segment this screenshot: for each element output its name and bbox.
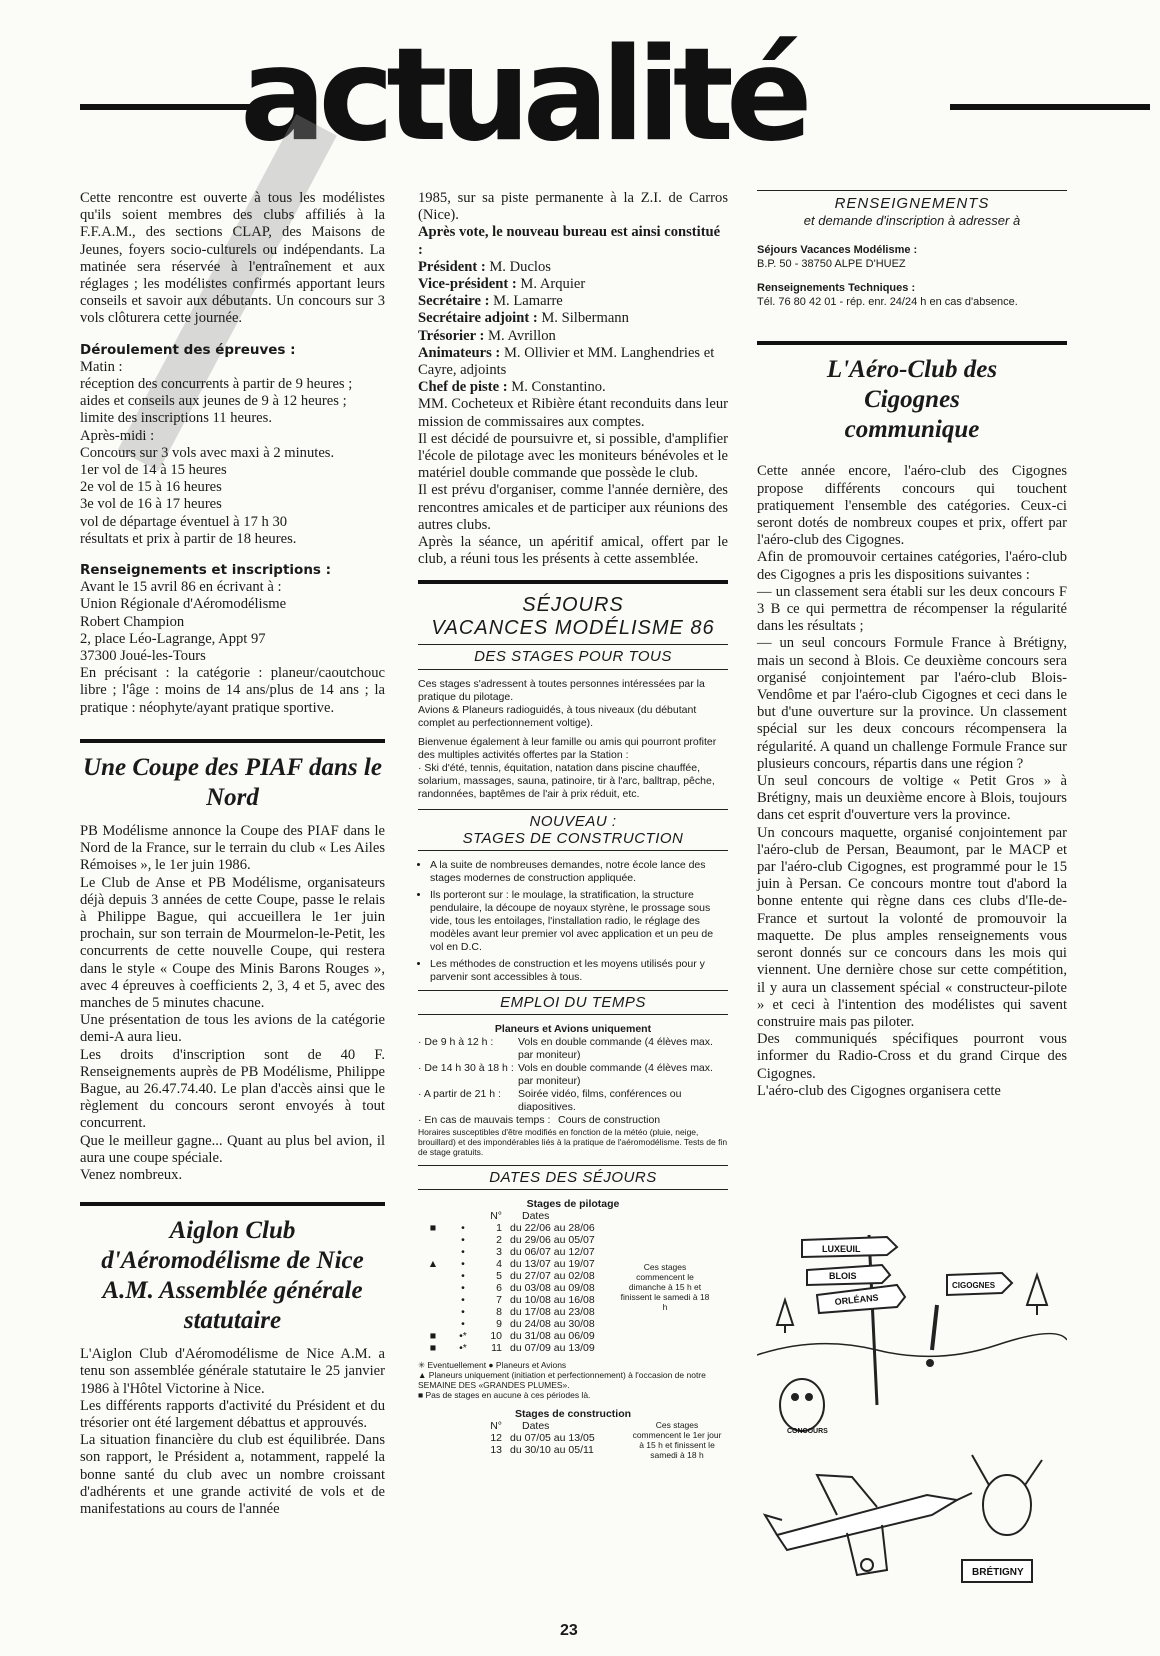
bureau-item xyxy=(418,276,728,293)
bureau-item xyxy=(418,328,728,345)
sign-blois: BLOIS xyxy=(829,1271,857,1281)
vote-line: Après vote, le nouveau bureau est ainsi constitué : xyxy=(418,224,721,258)
nouveau-heading xyxy=(418,809,728,851)
piaf-paragraph: Les droits d'inscription sont de 40 F. Renseignements auprès de PB Modélisme, Philippe Bague, au 26.47.74.40. Le plan d'accès ainsi que le règlement du concours seront envoyés à tout concurrent. xyxy=(80,1046,385,1132)
stages-intro-line: Ces stages s'adressent à toutes personnes intéressées par la pratique du pilotage. xyxy=(418,677,705,703)
bureau-name: M. Avrillon xyxy=(484,327,556,344)
table-row: • 5 du 27/07 au 02/08 xyxy=(461,1270,595,1283)
sejours-title-line1: SÉJOURS xyxy=(522,594,624,617)
bureau-name: M. Ollivier et MM. Langhendries et Cayre, adjoints xyxy=(418,344,715,379)
renseignements-box-body xyxy=(757,243,1067,309)
nouveau-item: • A la suite de nombreuses demandes, notre école lance des stages modernes de construction appliquée. xyxy=(430,859,728,885)
piaf-paragraph: PB Modélisme annonce la Coupe des PIAF dans le Nord de la France, sur le terrain du club « Les Ailes Rémoises », le 1er juin 1986. xyxy=(80,822,385,874)
deroulement-heading: Déroulement des épreuves : xyxy=(80,341,296,358)
page-number: 23 xyxy=(560,1622,578,1639)
sign-concours: CONCOURS xyxy=(787,1428,828,1435)
legend-line: ▲ Planeurs uniquement (initiation et perfectionnement) à l'occasion de notre SEMAINE DES «GRANDES PLUMES». xyxy=(418,1370,706,1391)
pilotage-body xyxy=(418,1222,728,1354)
piaf-paragraph: Venez nombreux. xyxy=(80,1166,183,1183)
schedule-time: · En cas de mauvais temps : xyxy=(418,1113,551,1126)
column-right xyxy=(757,190,1067,1100)
bureau-item xyxy=(418,310,728,327)
table-row: • 2 du 29/06 au 05/07 xyxy=(461,1234,595,1247)
piaf-paragraph: Le Club de Anse et PB Modélisme, organisateurs déjà depuis 3 années de cette Coupe, passe le relais à Philippe Bague, qui accueillera le 1er juin prochain, sur son terrain de Mourmelon-le-Petit, les concurrents de cette nouvelle Coupe, qui restera dans le style « Coupe des Minis Barons Rouges », avec 4 épreuves à coefficients 2, 3, 4 et 5, avec des manches de 5 minutes chacune. xyxy=(80,874,385,1011)
pilotage-note: Ces stages commencent le dimanche à 15 h et finissent le samedi à 18 h xyxy=(620,1262,710,1313)
cigognes-paragraph: — un classement sera établi sur les deux concours F 3 B ce qui permettra de récompenser la régularité dans les résultats ; xyxy=(757,583,1067,635)
piaf-paragraph: Une présentation de tous les avions de la catégorie demi-A aura lieu. xyxy=(80,1012,385,1046)
schedule-row xyxy=(418,1114,728,1127)
construction-heading: Stages de construction xyxy=(514,1408,632,1421)
stages-intro xyxy=(418,678,728,801)
table-row: ■ • 1 du 22/06 au 28/06 xyxy=(429,1222,595,1235)
bureau-role: Secrétaire : xyxy=(418,293,490,310)
renseignements-box-heading: RENSEIGNEMENTS xyxy=(834,195,990,212)
aiglon-continued: 1985, sur sa piste permanente à la Z.I. de Carros (Nice). xyxy=(418,190,728,224)
legend xyxy=(418,1360,728,1400)
stages-intro-line: Avions & Planeurs radioguidés, à tous niveaux (du débutant complet au perfectionnement voltige). xyxy=(418,703,697,729)
cigognes-paragraph: L'aéro-club des Cigognes organisera cette xyxy=(757,1082,1001,1099)
intro-paragraph: Cette rencontre est ouverte à tous les modélistes qu'ils soient membres des clubs affiliés à la F.F.A.M., des sections CLAP, des Maisons de Jeunes, foyers socio-culturels ou indépendants. La matinée sera réservée à l'entraînement et aux réglages ; les modélistes confirmés apportant leurs conseils et savoir aux débutants. Un concours sur 3 vols clôturera cette journée. xyxy=(80,190,385,327)
bureau-item xyxy=(418,259,728,276)
schedule-row xyxy=(418,1088,728,1114)
aiglon-paragraph: Il est prévu d'organiser, comme l'année dernière, des rencontres amicales et de participer aux réunions des autres clubs. xyxy=(418,482,728,533)
construction-rows xyxy=(418,1420,632,1460)
cigognes-paragraph: — un seul concours Formule France à Brétigny, mais un second à Blois. Ce deuxième concours sera organisé conjointement par l'aéro-club Blois-Vendôme et par l'aéro-club Cigognes et ceci dans le but d'une ouverture sur la province. Un classement spécial sur les deux concours récompensera la régularité. A quand un challenge Formule France sur plusieurs concours, répartis dans une région ? xyxy=(757,635,1067,772)
deroulement-line: vol de départage éventuel à 17 h 30 xyxy=(80,513,288,530)
aiglon-paragraph: La situation financière du club est équilibrée. Dans son rapport, le Président a, notamment, rappelé la bonne santé du club avec un nombre croissant d'adhérents et une grande activité de vols et de manifestations au cours de l'année xyxy=(80,1432,385,1517)
bureau-role: Président : xyxy=(418,258,486,275)
ren-addr: B.P. 50 - 38750 ALPE D'HUEZ xyxy=(757,258,906,271)
bureau-role: Trésorier : xyxy=(418,327,485,344)
ren-tech: Renseignements Techniques : xyxy=(757,282,916,295)
construction-body xyxy=(418,1420,728,1460)
sign-luxeuil: LUXEUIL xyxy=(822,1244,861,1254)
bureau-name: M. Constantino. xyxy=(507,379,606,396)
aiglon-paragraph: Après la séance, un apéritif amical, offert par le club, a réuni tous les présents à cette assemblée. xyxy=(418,534,728,568)
table-row: • 7 du 10/08 au 16/08 xyxy=(461,1294,595,1307)
aiglon-paragraph: Il est décidé de poursuivre et, si possible, d'amplifier l'école de pilotage avec les moniteurs bénévoles et le matériel double commande que possède le club. xyxy=(418,430,728,482)
aiglon-article-title: Aiglon Club d'Aéromodélisme de Nice A.M. Assemblée générale statutaire xyxy=(101,1217,364,1335)
deroulement-list xyxy=(80,359,385,548)
sign-orleans: ORLÉANS xyxy=(834,1292,879,1307)
table-row: 12 du 07/05 au 13/05 xyxy=(490,1432,595,1445)
bureau-name: M. Duclos xyxy=(485,258,551,275)
legend-line: ■ Pas de stages en aucune à ces périodes là. xyxy=(418,1390,591,1401)
deroulement-line: 3e vol de 16 à 17 heures xyxy=(80,496,222,513)
deroulement-line: Après-midi : xyxy=(80,427,155,444)
schedule-time: · De 9 h à 12 h : xyxy=(418,1035,494,1048)
aiglon-paragraph: MM. Cocheteux et Ribière étant reconduits dans leur mission de commissaires aux comptes. xyxy=(418,396,728,430)
renseignements-box xyxy=(757,190,1067,309)
schedule-desc: Vols en double commande (4 élèves max. par moniteur) xyxy=(518,1035,713,1061)
deroulement-line: 2e vol de 15 à 16 heures xyxy=(80,479,222,496)
renseignements-box-subheading: et demande d'inscription à adresser à xyxy=(803,213,1021,229)
page-title: actualité xyxy=(240,21,805,170)
table-row: • 6 du 03/08 au 09/08 xyxy=(461,1282,595,1295)
page-header xyxy=(80,21,1080,180)
section-divider xyxy=(80,1202,385,1206)
ren-org: Séjours Vacances Modélisme : xyxy=(757,244,918,257)
renseignements-line: 37300 Joué-les-Tours xyxy=(80,648,206,665)
table-row: • 3 du 06/07 au 12/07 xyxy=(461,1246,595,1259)
aiglon-paragraph: L'Aiglon Club d'Aéromodélisme de Nice A.M. a tenu son assemblée générale statutaire le 25 janvier 1986 à l'Hôtel Victorine à Nice. xyxy=(80,1346,385,1397)
renseignements-line: Avant le 15 avril 86 en écrivant à : xyxy=(80,579,282,596)
deroulement-line: résultats et prix à partir de 18 heures. xyxy=(80,530,297,547)
column-middle xyxy=(418,190,728,1460)
schedule-time: · De 14 h 30 à 18 h : xyxy=(418,1061,514,1074)
cigognes-paragraph: Des communiqués spécifiques pourront vous informer du Radio-Cross et du grand Cirque des Cigognes. xyxy=(757,1031,1067,1082)
stages-intro-line: Bienvenue également à leur famille ou amis qui pourront profiter des multiples activités offertes par la Station : xyxy=(418,735,717,761)
bureau-item xyxy=(418,345,728,379)
table-header-row: N° Dates xyxy=(490,1420,550,1433)
stages-construction-label: STAGES DE CONSTRUCTION xyxy=(462,829,684,847)
cigognes-paragraph: Afin de promouvoir certaines catégories, l'aéro-club des Cigognes a pris les dispositions suivantes : xyxy=(757,549,1067,583)
deroulement-line: 1er vol de 14 à 15 heures xyxy=(80,462,227,479)
renseignements-line: 2, place Léo-Lagrange, Appt 97 xyxy=(80,630,266,647)
legend-line: ✳ Eventuellement ● Planeurs et Avions xyxy=(418,1360,567,1371)
aiglon-paragraph: Les différents rapports d'activité du Président et du trésorier ont été largement débattus et approuvés. xyxy=(80,1397,385,1431)
nouveau-list xyxy=(418,859,728,984)
bureau-role: Vice-président : xyxy=(418,276,517,293)
cigognes-paragraph: Un seul concours de voltige « Petit Gros » à Brétigny, mais un deuxième encore à Blois, toujours dans cet esprit d'ouverture vers la province. xyxy=(757,773,1067,824)
deroulement-line: Concours sur 3 vols avec maxi à 2 minutes. xyxy=(80,444,335,461)
table-row: • 9 du 24/08 au 30/08 xyxy=(461,1318,595,1331)
section-divider xyxy=(418,580,728,584)
deroulement-line: aides et conseils aux jeunes de 9 à 12 heures ; xyxy=(80,393,347,410)
cigognes-paragraph: Un concours maquette, organisé conjointement par l'aéro-club de Persan, Beaumont, par le MACP et par l'aéro-club Cigognes, est programmé pour le 15 juin à Persan. Ce concours montre tout d'abord la bonne entente qui règne dans ces clubs d'Ile-de-France et surtout la volonté de promouvoir la maquette. De plus amples renseignements vous seront donnés sur ce concours dans les mois qui viennent. Une dernière chose sur cette compétition, il y aura un classement spécial « constructeur-pilote » et ceci à l'intention des modélistes qui savent construire mais pas piloter. xyxy=(757,824,1067,1030)
piaf-article-title: Une Coupe des PIAF dans le Nord xyxy=(83,753,382,811)
table-row: ■ •* 11 du 07/09 au 13/09 xyxy=(429,1342,595,1355)
bureau-item xyxy=(418,379,728,396)
emploi-note: Horaires susceptibles d'être modifiés en fonction de la météo (pluie, neige, brouillard) et des impondérables liés à la pratique de l'aéromodélisme. Tests de fin de stage gratuits. xyxy=(418,1126,728,1157)
sign-bretigny: BRÉTIGNY xyxy=(972,1567,1024,1578)
section-divider xyxy=(757,341,1067,345)
renseignements-precis: En précisant : la catégorie : planeur/caoutchouc libre ; l'âge : moins de 14 ans/plus de 14 ans ; la pratique : néophyte/ayant pratique sportive. xyxy=(80,665,385,716)
header-rule-right xyxy=(950,104,1150,110)
bureau-item xyxy=(418,293,728,310)
construction-note: Ces stages commencent le 1er jour à 15 h et finissent le samedi à 18 h xyxy=(632,1420,722,1461)
renseignements-line: Robert Champion xyxy=(80,613,185,630)
deroulement-line: limite des inscriptions 11 heures. xyxy=(80,410,272,427)
piaf-paragraph: Que le meilleur gagne... Quant au plus bel avion, il aura une coupe spéciale. xyxy=(80,1132,385,1166)
table-row: 13 du 30/10 au 05/11 xyxy=(490,1444,594,1457)
header-rule-left xyxy=(80,104,250,110)
cartoon-illustration xyxy=(757,1215,1067,1615)
bureau-role: Animateurs : xyxy=(418,344,501,361)
emploi-heading: EMPLOI DU TEMPS xyxy=(418,990,728,1015)
emploi-subheading: Planeurs et Avions uniquement xyxy=(494,1022,652,1035)
col-number-header: N° xyxy=(490,1210,502,1223)
bureau-role: Chef de piste : xyxy=(418,379,508,396)
nouveau-item: • Ils porteront sur : le moulage, la stratification, la structure pendulaire, la découpe de noyaux styrène, le prossage sous vide, tous les entoilages, l'installation radio, le réglage des modèles avant leur premier vol avec application et un peu de vol en D.C. xyxy=(430,889,728,954)
schedule-time: · A partir de 21 h : xyxy=(418,1087,501,1100)
deroulement-line: réception des concurrents à partir de 9 heures ; xyxy=(80,376,353,393)
renseignements-heading: Renseignements et inscriptions : xyxy=(80,562,332,579)
dates-heading: DATES DES SÉJOURS xyxy=(418,1165,728,1190)
bureau-name: M. Arquier xyxy=(516,276,586,293)
nouveau-label: NOUVEAU : xyxy=(529,812,617,830)
col-dates-header: Dates xyxy=(522,1210,550,1223)
table-row: ■ •* 10 du 31/08 au 06/09 xyxy=(429,1330,595,1343)
pilotage-table xyxy=(418,1198,728,1460)
bureau-name: M. Lamarre xyxy=(489,293,563,310)
renseignements-block xyxy=(80,579,385,717)
nouveau-item: • Les méthodes de construction et les moyens utilisés pour y parvenir sont accessibles à tous. xyxy=(430,958,728,984)
section-divider xyxy=(80,739,385,743)
stages-intro-line: · Ski d'été, tennis, équitation, natation dans piscine chauffée, solarium, massages, sauna, patinoire, tir à l'arc, balltrap, pêche, randonnées, baptêmes de l'air à prix réduit, etc. xyxy=(418,761,715,800)
deroulement-line: Matin : xyxy=(80,358,123,375)
cartoon-drawing xyxy=(757,1215,1067,1615)
schedule-desc: Cours de construction xyxy=(558,1113,661,1126)
schedule-desc: Vols en double commande (4 élèves max. par moniteur) xyxy=(518,1061,713,1087)
sign-cigognes: CIGOGNES xyxy=(952,1281,996,1290)
bureau-name: M. Silbermann xyxy=(537,310,629,327)
bureau-role: Secrétaire adjoint : xyxy=(418,310,538,327)
table-row: • 8 du 17/08 au 23/08 xyxy=(461,1306,595,1319)
table-row: ▲ • 4 du 13/07 au 19/07 xyxy=(427,1258,595,1271)
schedule-row xyxy=(418,1036,728,1062)
cigognes-article-title: L'Aéro-Club des Cigognes communique xyxy=(826,356,998,444)
schedule-desc: Soirée vidéo, films, conférences ou diapositives. xyxy=(518,1087,682,1113)
stages-pour-tous-heading: DES STAGES POUR TOUS xyxy=(418,644,728,669)
sejours-title-line2: VACANCES MODÉLISME 86 xyxy=(431,617,715,640)
schedule-row xyxy=(418,1062,728,1088)
column-left xyxy=(80,190,385,1518)
renseignements-line: Union Régionale d'Aéromodélisme xyxy=(80,596,287,613)
bureau-list xyxy=(418,259,728,397)
pilotage-heading: Stages de pilotage xyxy=(526,1198,620,1211)
emploi-schedule xyxy=(418,1023,728,1157)
table-header-row xyxy=(418,1210,728,1222)
ren-tel: Tél. 76 80 42 01 - rép. enr. 24/24 h en cas d'absence. xyxy=(757,296,1018,309)
cigognes-paragraph: Cette année encore, l'aéro-club des Cigognes propose différents concours qui touchent pratiquement l'ensemble des catégories. Ceux-ci seront dotés de nombreux coupes et prix, offert par l'aéro-club des Cigognes. xyxy=(757,463,1067,549)
pilotage-rows xyxy=(418,1222,620,1354)
